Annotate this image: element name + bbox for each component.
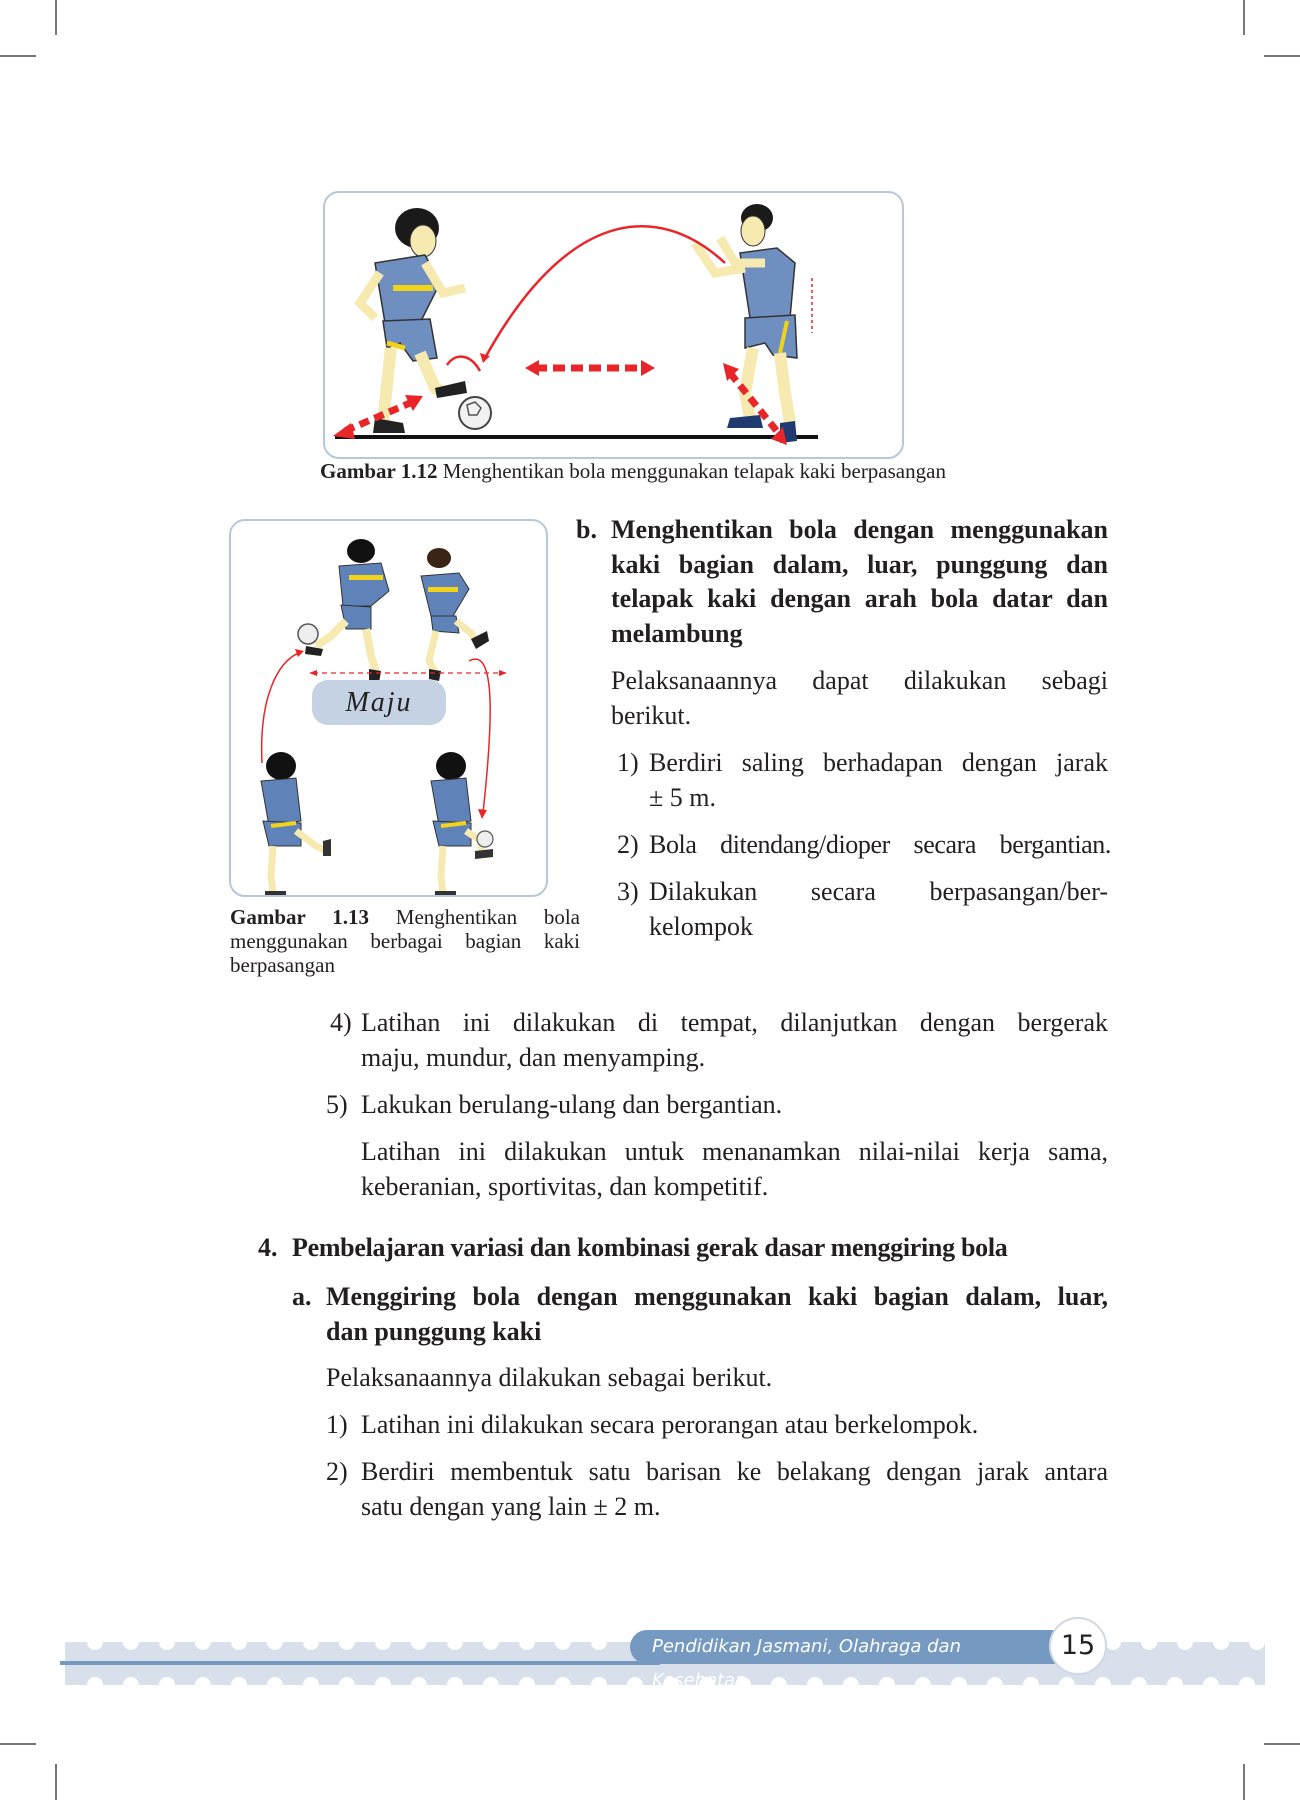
paragraph-line: Latihan ini dilakukan untuk menanamkan nilai-nilai kerja sama,	[361, 1137, 1108, 1166]
step-number: 5)	[326, 1090, 348, 1119]
step-line: Latihan ini dilakukan di tempat, dilanjutkan dengan bergerak	[361, 1008, 1108, 1037]
direction-badge-maju: Maju	[312, 680, 446, 725]
figure-label: Gambar 1.12	[320, 459, 438, 483]
step-number: 1)	[326, 1410, 348, 1439]
step-number: 3)	[617, 877, 639, 906]
step-line: Lakukan berulang-ulang dan bergantian.	[361, 1090, 783, 1119]
heading-line: telapak kaki dengan arah bola datar dan	[611, 584, 1108, 613]
page-number: 15	[1049, 1617, 1107, 1675]
crop-mark	[0, 1743, 36, 1745]
section-b-closing	[361, 1135, 1108, 1204]
section-b-heading	[611, 513, 1108, 651]
section-b-intro	[611, 664, 1108, 733]
step-text	[361, 1088, 1108, 1123]
step-line: Dilakukan secara berpasangan/ber-	[649, 877, 1108, 906]
step-number: 1)	[617, 748, 639, 777]
paragraph-line: Pelaksanaannya dapat dilakukan sebagi	[611, 666, 1108, 695]
crop-mark	[1243, 1764, 1245, 1800]
step-text	[649, 746, 1108, 815]
subsection-a-intro: Pelaksanaannya dilakukan sebagai berikut.	[326, 1363, 773, 1392]
step-text	[649, 828, 1111, 863]
step-number: 4)	[330, 1008, 352, 1037]
step-number: 2)	[617, 830, 639, 859]
figure-1-13-caption	[230, 905, 580, 977]
step-text	[361, 1408, 1108, 1443]
figure-1-13-frame	[229, 519, 548, 897]
heading-line: dan punggung kaki	[326, 1316, 542, 1346]
step-line: Berdiri saling berhadapan dengan jarak	[649, 748, 1108, 777]
step-line: satu dengan yang lain ± 2 m.	[361, 1491, 661, 1521]
footer-book-title: Pendidikan Jasmani, Olahraga dan Kesehatan	[630, 1630, 1060, 1664]
figure-1-12-frame	[323, 191, 904, 459]
section-b-marker: b.	[576, 515, 597, 544]
crop-mark	[1264, 1743, 1300, 1745]
step-line: Bola ditendang/dioper secara bergantian.	[649, 830, 1111, 859]
crop-mark	[1243, 0, 1245, 35]
heading-line: Menghentikan bola dengan menggunakan	[611, 515, 1108, 544]
crop-mark	[0, 55, 36, 57]
paragraph-line: berikut.	[611, 700, 692, 730]
figure-label: Gambar 1.13	[230, 905, 369, 929]
step-text	[361, 1455, 1108, 1524]
heading-line: Menggiring bola dengan menggunakan kaki bagian dalam, luar,	[326, 1282, 1108, 1311]
soccer-passing-illustration-icon	[325, 193, 902, 457]
step-line: kelompok	[649, 911, 753, 941]
step-text	[649, 875, 1108, 944]
crop-mark	[55, 0, 57, 35]
step-line: ± 5 m.	[649, 782, 716, 812]
step-line: Latihan ini dilakukan secara perorangan atau berkelompok.	[361, 1410, 979, 1439]
step-number: 2)	[326, 1457, 348, 1486]
subsection-a-heading	[326, 1280, 1108, 1349]
crop-mark	[1264, 55, 1300, 57]
crop-mark	[55, 1764, 57, 1800]
step-line: maju, mundur, dan menyamping.	[361, 1042, 706, 1072]
step-line: Berdiri membentuk satu barisan ke belakang dengan jarak antara	[361, 1457, 1108, 1486]
heading-line: melambung	[611, 618, 743, 648]
section-4-marker: 4.	[258, 1233, 278, 1262]
subsection-a-marker: a.	[292, 1282, 312, 1311]
figure-caption-text: Menghentikan bola menggunakan telapak kaki berpasangan	[442, 459, 946, 483]
paragraph-line: keberanian, sportivitas, dan kompetitif.	[361, 1171, 769, 1201]
section-4-heading: Pembelajaran variasi dan kombinasi gerak dasar menggiring bola	[292, 1233, 1008, 1262]
step-text	[361, 1006, 1108, 1075]
heading-line: kaki bagian dalam, luar, punggung dan	[611, 549, 1108, 579]
figure-1-12-caption	[320, 459, 946, 483]
footer-rule	[60, 1661, 660, 1665]
figure-caption-text: Menghentikan bola menggunakan berbagai bagian kaki berpasangan	[230, 905, 581, 977]
